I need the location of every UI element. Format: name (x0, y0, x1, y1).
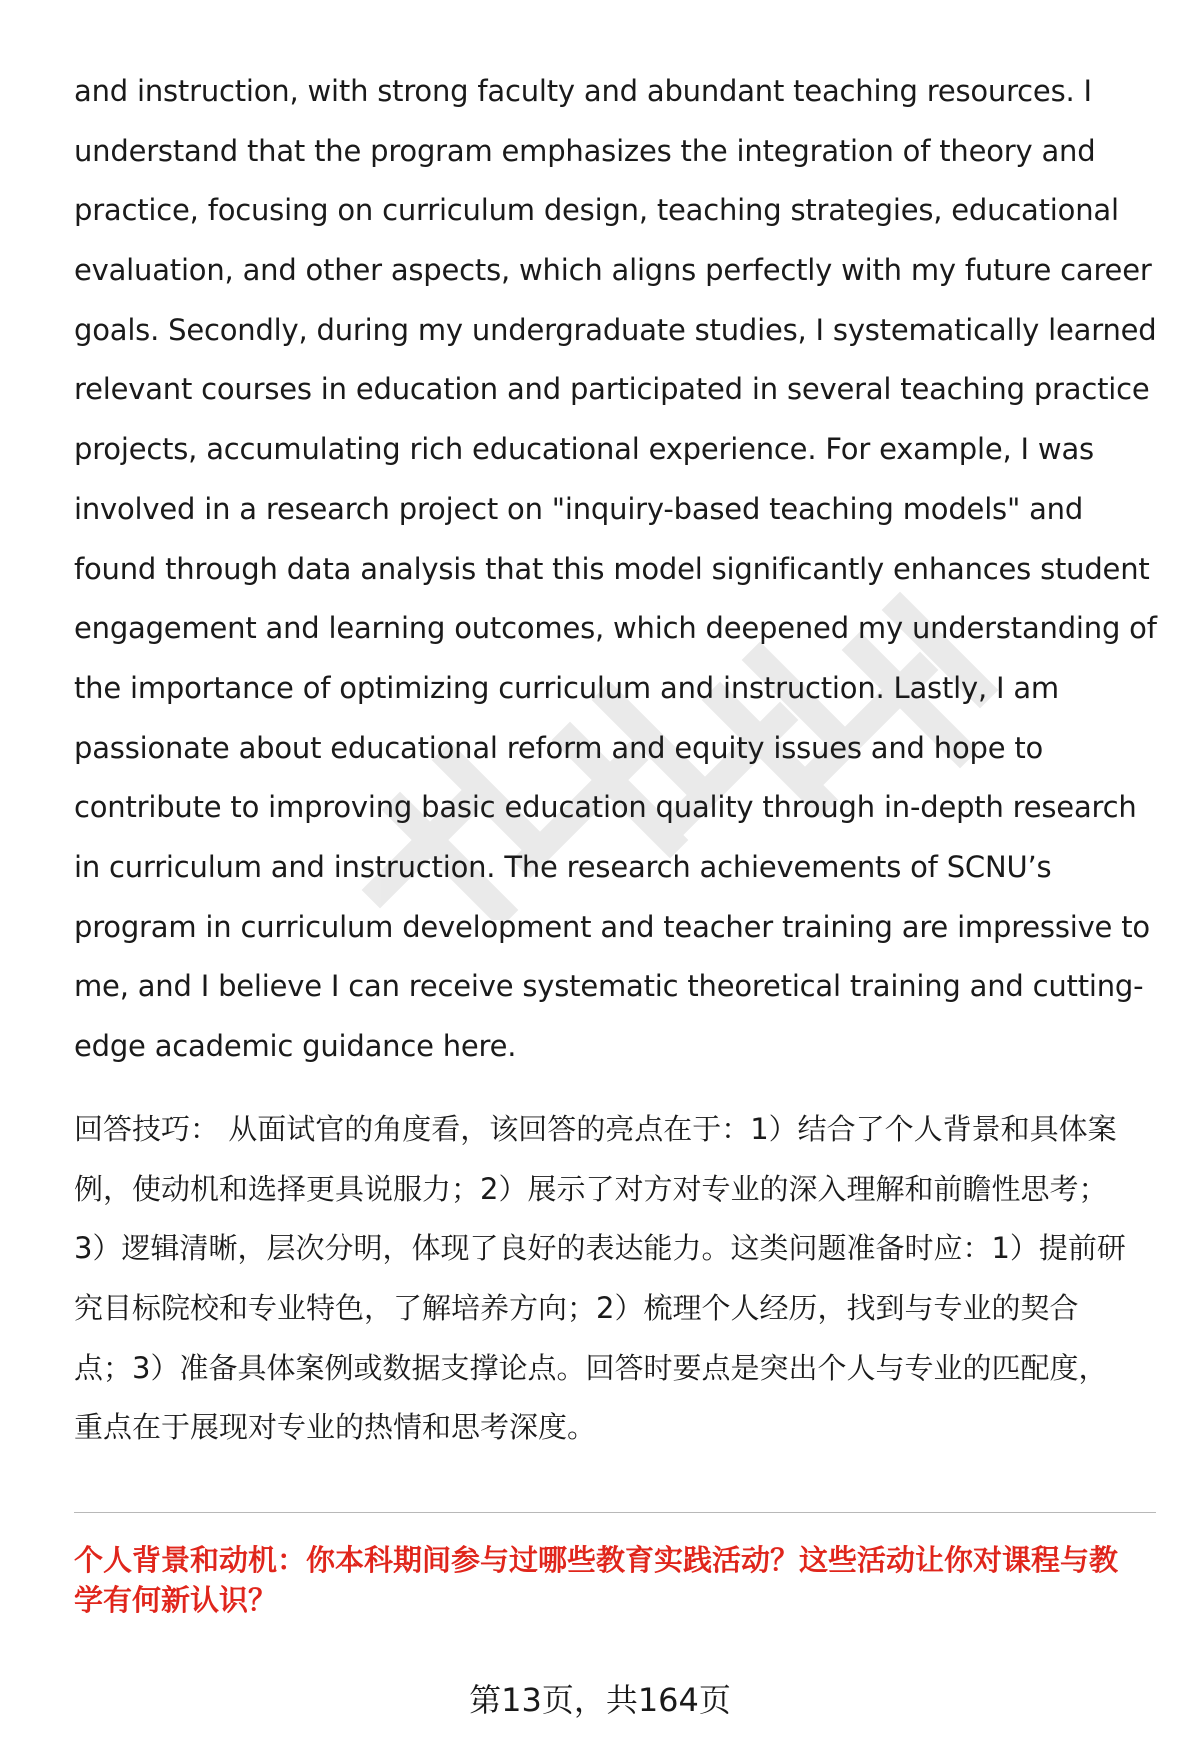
tips-line: 3）逻辑清晰，层次分明，体现了良好的表达能力。这类问题准备时应：1）提前研 (74, 1231, 1126, 1266)
answer-line: in curriculum and instruction. The research achievements of SCNU’s (74, 849, 1052, 884)
tips-line: 例，使动机和选择更具说服力；2）展示了对方对专业的深入理解和前瞻性思考； (74, 1171, 1108, 1206)
answer-line: practice, focusing on curriculum design, teaching strategies, educational (74, 193, 1119, 228)
next-question-heading (74, 1540, 1164, 1620)
answer-line: relevant courses in education and participated in several teaching practice (74, 372, 1150, 407)
answer-line: engagement and learning outcomes, which deepened my understanding of (74, 611, 1157, 646)
question-line: 学有何新认识？ (74, 1583, 278, 1617)
section-divider (74, 1512, 1156, 1513)
answer-line: involved in a research project on "inquiry-based teaching models" and (74, 491, 1084, 526)
answer-line: edge academic guidance here. (74, 1029, 517, 1063)
answer-line: contribute to improving basic education quality through in-depth research (74, 790, 1137, 825)
answer-line: found through data analysis that this model significantly enhances student (74, 551, 1150, 586)
answer-tips (74, 1100, 1154, 1458)
answer-line: the importance of optimizing curriculum and instruction. Lastly, I am (74, 670, 1059, 705)
answer-line: projects, accumulating rich educational experience. For example, I was (74, 432, 1094, 467)
answer-line: passionate about educational reform and equity issues and hope to (74, 730, 1044, 765)
answer-line: program in curriculum development and teacher training are impressive to (74, 909, 1150, 944)
question-line: 个人背景和动机：你本科期间参与过哪些教育实践活动？这些活动让你对课程与教 (74, 1543, 1119, 1577)
tips-line: 回答技巧： 从面试官的角度看，该回答的亮点在于：1）结合了个人背景和具体案 (74, 1112, 1117, 1146)
answer-line: understand that the program emphasizes the integration of theory and (74, 133, 1096, 168)
tips-line: 点；3）准备具体案例或数据支撑论点。回答时要点是突出个人与专业的匹配度， (74, 1350, 1108, 1385)
page-number: 第13页，共164页 (469, 1681, 731, 1719)
tips-line: 重点在于展现对专业的热情和思考深度。 (74, 1410, 597, 1445)
answer-line: goals. Secondly, during my undergraduate studies, I systematically learned (74, 312, 1157, 347)
answer-line: evaluation, and other aspects, which aligns perfectly with my future career (74, 253, 1152, 288)
answer-paragraph (74, 62, 1157, 1077)
answer-line: me, and I believe I can receive systematic theoretical training and cutting- (74, 969, 1144, 1004)
tips-line: 究目标院校和专业特色，了解培养方向；2）梳理个人经历，找到与专业的契合 (74, 1291, 1079, 1326)
answer-line: and instruction, with strong faculty and abundant teaching resources. I (74, 74, 1092, 108)
